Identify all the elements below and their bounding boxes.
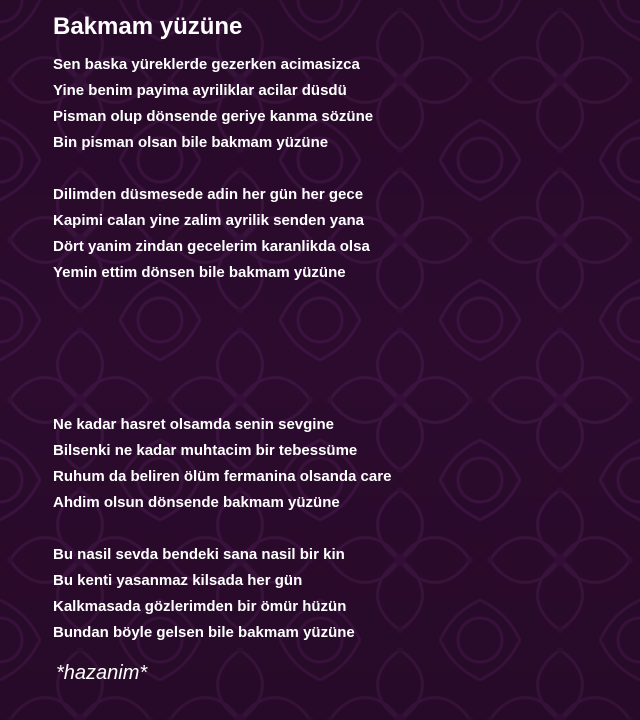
poem-line: Ahdim olsun dönsende bakmam yüzüne [53, 494, 340, 511]
stanza-1 [53, 52, 373, 156]
poem-line: Ne kadar hasret olsamda senin sevgine [53, 416, 334, 433]
poem-line: Bundan böyle gelsen bile bakmam yüzüne [53, 624, 355, 641]
poem-line: Ruhum da beliren ölüm fermanina olsanda care [53, 468, 392, 485]
poem-line: Sen baska yüreklerde gezerken acimasizca [53, 56, 360, 73]
poem-line: Yemin ettim dönsen bile bakmam yüzüne [53, 264, 346, 281]
poem-line: Kapimi calan yine zalim ayrilik senden yana [53, 212, 364, 229]
poem-line: Pisman olup dönsende geriye kanma sözüne [53, 108, 374, 125]
poem-line: Kalkmasada gözlerimden bir ömür hüzün [53, 598, 347, 615]
stanza-3 [53, 412, 391, 516]
poem-title: Bakmam yüzüne [53, 13, 243, 40]
poem-line: Bin pisman olsan bile bakmam yüzüne [53, 134, 329, 151]
poem-line: Bu kenti yasanmaz kilsada her gün [53, 572, 303, 589]
poem-line: Dört yanim zindan gecelerim karanlikda olsa [53, 238, 370, 255]
poem-line: Bu nasil sevda bendeki sana nasil bir kin [53, 546, 345, 563]
poem-line: Dilimden düsmesede adin her gün her gece [53, 186, 364, 203]
poem-line: Yine benim payima ayriliklar acilar düsdü [53, 82, 347, 99]
poem-author: *hazanim* [56, 662, 148, 684]
poem-line: Bilsenki ne kadar muhtacim bir tebessüme [53, 442, 358, 459]
stanza-4 [53, 542, 355, 646]
stanza-2 [53, 182, 370, 286]
